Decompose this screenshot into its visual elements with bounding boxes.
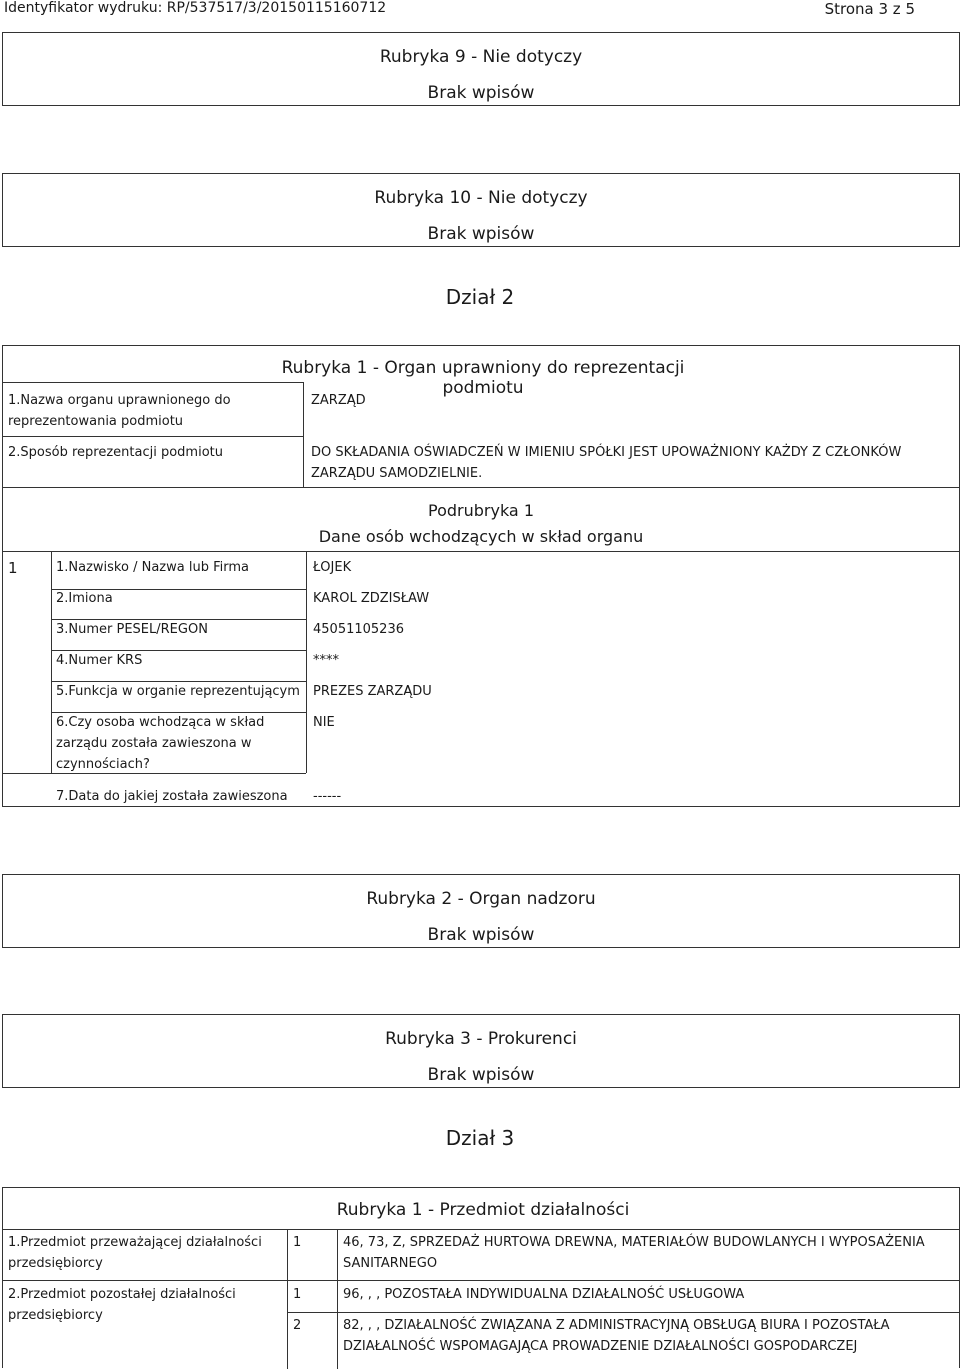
rubryka-10-empty: Brak wpisów — [427, 224, 535, 244]
page-number: Strona 3 z 5 — [824, 0, 915, 18]
podrubryka-subtitle: Dane osób wchodzących w skład organu — [318, 527, 644, 546]
rubryka-3-empty: Brak wpisów — [427, 1065, 535, 1085]
field-label-organ-name: 1.Nazwa organu uprawnionego do reprezentowania podmiotu — [8, 393, 231, 429]
person-label-surname: 1.Nazwisko / Nazwa lub Firma — [56, 560, 249, 575]
other-activity-number: 2 — [293, 1318, 302, 1333]
person-value-suspended-date: ------ — [313, 789, 342, 804]
rubryka-1-title: Rubryka 1 - Organ uprawniony do reprezentacji podmiotu — [281, 358, 685, 398]
field-value-organ-name: ZARZĄD — [311, 393, 366, 408]
person-label-pesel: 3.Numer PESEL/REGON — [56, 622, 208, 637]
dzial-2-heading: Dział 2 — [445, 285, 515, 309]
other-activity-text: 82, , , DZIAŁALNOŚĆ ZWIĄZANA Z ADMINISTRACYJNĄ OBSŁUGĄ BIURA I POZOSTAŁA DZIAŁALNOŚĆ WSPOMAGAJĄCA PROWADZENIE DZIAŁALNOŚCI GOSPODARCZEJ — [343, 1318, 890, 1354]
dzial-3-rubryka-1-title: Rubryka 1 - Przedmiot działalności — [336, 1200, 630, 1220]
rubryka-9-empty: Brak wpisów — [427, 83, 535, 103]
other-activity-label: 2.Przedmiot pozostałej działalności przedsiębiorcy — [8, 1287, 236, 1323]
main-activity-number: 1 — [293, 1235, 302, 1250]
person-label-names: 2.Imiona — [56, 591, 113, 606]
rubryka-9-box — [2, 32, 960, 106]
dzial-3-rubryka-1 — [2, 1187, 960, 1368]
person-value-suspended: NIE — [313, 715, 335, 730]
person-value-surname: ŁOJEK — [313, 560, 352, 575]
podrubryka-title: Podrubryka 1 — [428, 501, 534, 520]
main-activity-text: 46, 73, Z, SPRZEDAŻ HURTOWA DREWNA, MATERIAŁÓW BUDOWLANYCH I WYPOSAŻENIA SANITARNEGO — [343, 1235, 925, 1271]
main-activity-label: 1.Przedmiot przeważającej działalności przedsiębiorcy — [8, 1235, 262, 1271]
rubryka-10-title: Rubryka 10 - Nie dotyczy — [374, 188, 588, 208]
person-label-suspended-date: 7.Data do jakiej została zawieszona — [56, 789, 288, 804]
print-identifier: Identyfikator wydruku: RP/537517/3/20150115160712 — [4, 0, 387, 16]
person-label-suspended: 6.Czy osoba wchodząca w skład zarządu została zawieszona w czynnościach? — [56, 715, 265, 772]
field-value-representation: DO SKŁADANIA OŚWIADCZEŃ W IMIENIU SPÓŁKI JEST UPOWAŻNIONY KAŻDY Z CZŁONKÓW ZARZĄDU SAMODZIELNIE. — [311, 445, 902, 481]
rubryka-3-title: Rubryka 3 - Prokurenci — [385, 1029, 577, 1049]
person-label-krs: 4.Numer KRS — [56, 653, 143, 668]
rubryka-9-title: Rubryka 9 - Nie dotyczy — [379, 47, 583, 67]
person-value-pesel: 45051105236 — [313, 622, 404, 637]
other-activity-number: 1 — [293, 1287, 302, 1302]
field-label-representation: 2.Sposób reprezentacji podmiotu — [8, 445, 223, 460]
rubryka-2-title: Rubryka 2 - Organ nadzoru — [366, 889, 596, 909]
dzial-3-heading: Dział 3 — [445, 1126, 515, 1150]
rubryka-2-box — [2, 874, 960, 948]
person-value-krs: **** — [313, 653, 339, 668]
person-value-function: PREZES ZARZĄDU — [313, 684, 432, 699]
person-label-function: 5.Funkcja w organie reprezentującym — [56, 684, 300, 699]
person-index: 1 — [8, 559, 18, 577]
dzial-2-rubryka-1 — [2, 345, 960, 807]
other-activity-text: 96, , , POZOSTAŁA INDYWIDUALNA DZIAŁALNOŚĆ USŁUGOWA — [343, 1287, 745, 1302]
rubryka-2-empty: Brak wpisów — [427, 925, 535, 945]
rubryka-10-box — [2, 173, 960, 247]
rubryka-3-box — [2, 1014, 960, 1088]
person-value-names: KAROL ZDZISŁAW — [313, 591, 430, 606]
